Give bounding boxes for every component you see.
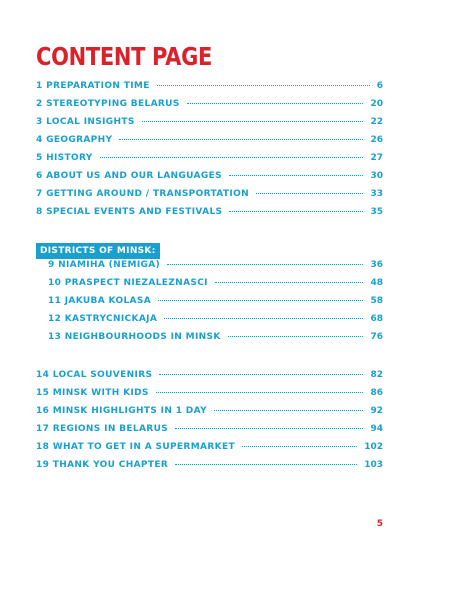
toc-entry-page: 33 bbox=[370, 189, 383, 199]
toc-entry-page: 94 bbox=[370, 424, 383, 434]
toc-entry-page: 102 bbox=[364, 442, 383, 452]
dot-leader bbox=[175, 464, 357, 465]
toc-entry[interactable] bbox=[48, 260, 383, 278]
toc-entry-label: 1 PREPARATION TIME bbox=[36, 81, 150, 91]
toc-entry-page: 82 bbox=[370, 370, 383, 380]
toc-entry-page: 20 bbox=[370, 99, 383, 109]
toc-entry-label: 13 NEIGHBOURHOODS IN MINSK bbox=[48, 332, 221, 342]
toc-entry[interactable] bbox=[36, 207, 383, 225]
toc-entry[interactable] bbox=[36, 171, 383, 189]
toc-entry-label: 10 PRASPECT NIEZALEZNASCI bbox=[48, 278, 208, 288]
dot-leader bbox=[215, 282, 364, 283]
toc-entry-label: 3 LOCAL INSIGHTS bbox=[36, 117, 135, 127]
dot-leader bbox=[156, 392, 364, 393]
toc-entry-page: 30 bbox=[370, 171, 383, 181]
toc-entry[interactable] bbox=[36, 370, 383, 388]
dot-leader bbox=[187, 103, 364, 104]
districts-heading: DISTRICTS OF MINSK: bbox=[36, 243, 160, 259]
dot-leader bbox=[214, 410, 364, 411]
toc-entry-page: 86 bbox=[370, 388, 383, 398]
toc-entry-label: 2 STEREOTYPING BELARUS bbox=[36, 99, 180, 109]
toc-entry[interactable] bbox=[36, 388, 383, 406]
dot-leader bbox=[164, 318, 363, 319]
toc-entry[interactable] bbox=[36, 99, 383, 117]
dot-leader bbox=[142, 121, 364, 122]
toc-entry-label: 17 REGIONS IN BELARUS bbox=[36, 424, 169, 434]
dot-leader bbox=[100, 157, 364, 158]
toc-entry[interactable] bbox=[36, 153, 383, 171]
toc-entry[interactable] bbox=[36, 406, 383, 424]
toc-entry-label: 19 THANK YOU CHAPTER bbox=[36, 460, 169, 470]
toc-entry-label: 9 NIAMIHA (NEMIGA) bbox=[48, 260, 161, 270]
toc-entry-page: 48 bbox=[370, 278, 383, 288]
toc-entry-page: 35 bbox=[370, 207, 383, 217]
toc-entry[interactable] bbox=[36, 81, 383, 99]
toc-entry-label: 4 GEOGRAPHY bbox=[36, 135, 113, 145]
toc-entry[interactable] bbox=[48, 332, 383, 350]
toc-entry[interactable] bbox=[36, 189, 383, 207]
toc-entry[interactable] bbox=[48, 278, 383, 296]
dot-leader bbox=[157, 85, 370, 86]
dot-leader bbox=[167, 264, 363, 265]
toc-entry-label: 11 JAKUBA KOLASA bbox=[48, 296, 152, 306]
toc-entry-label: 7 GETTING AROUND / TRANSPORTATION bbox=[36, 189, 249, 199]
toc-entry-page: 76 bbox=[370, 332, 383, 342]
toc-entry-page: 22 bbox=[370, 117, 383, 127]
toc-entry[interactable] bbox=[48, 296, 383, 314]
toc-entry-label: 8 SPECIAL EVENTS AND FESTIVALS bbox=[36, 207, 223, 217]
toc-entry[interactable] bbox=[36, 424, 383, 442]
dot-leader bbox=[159, 374, 363, 375]
toc-entry[interactable] bbox=[36, 460, 383, 478]
toc-main-list bbox=[36, 81, 383, 225]
toc-entry-label: 16 MINSK HIGHLIGHTS IN 1 DAY bbox=[36, 406, 207, 416]
dot-leader bbox=[158, 300, 363, 301]
page-title: CONTENT PAGE bbox=[36, 42, 212, 71]
dot-leader bbox=[175, 428, 363, 429]
toc-entry-page: 68 bbox=[370, 314, 383, 324]
toc-entry-label: 14 LOCAL SOUVENIRS bbox=[36, 370, 153, 380]
toc-extra-list bbox=[36, 370, 383, 478]
toc-entry-label: 6 ABOUT US AND OUR LANGUAGES bbox=[36, 171, 222, 181]
dot-leader bbox=[228, 336, 364, 337]
toc-entry-page: 27 bbox=[370, 153, 383, 163]
dot-leader bbox=[242, 446, 357, 447]
toc-entry[interactable] bbox=[36, 135, 383, 153]
toc-entry[interactable] bbox=[36, 117, 383, 135]
dot-leader bbox=[229, 175, 364, 176]
toc-entry-label: 18 WHAT TO GET IN A SUPERMARKET bbox=[36, 442, 235, 452]
toc-entry-page: 26 bbox=[370, 135, 383, 145]
toc-entry-label: 5 HISTORY bbox=[36, 153, 93, 163]
dot-leader bbox=[229, 211, 363, 212]
page-number: 5 bbox=[376, 519, 383, 529]
dot-leader bbox=[119, 139, 363, 140]
toc-entry-page: 58 bbox=[370, 296, 383, 306]
toc-entry[interactable] bbox=[48, 314, 383, 332]
toc-districts-list bbox=[48, 260, 383, 350]
toc-entry-page: 36 bbox=[370, 260, 383, 270]
toc-entry-label: 15 MINSK WITH KIDS bbox=[36, 388, 149, 398]
dot-leader bbox=[256, 193, 363, 194]
toc-entry-page: 103 bbox=[364, 460, 383, 470]
toc-entry-page: 92 bbox=[370, 406, 383, 416]
toc-entry[interactable] bbox=[36, 442, 383, 460]
toc-entry-page: 6 bbox=[376, 81, 383, 91]
toc-entry-label: 12 KASTRYCNICKAJA bbox=[48, 314, 158, 324]
